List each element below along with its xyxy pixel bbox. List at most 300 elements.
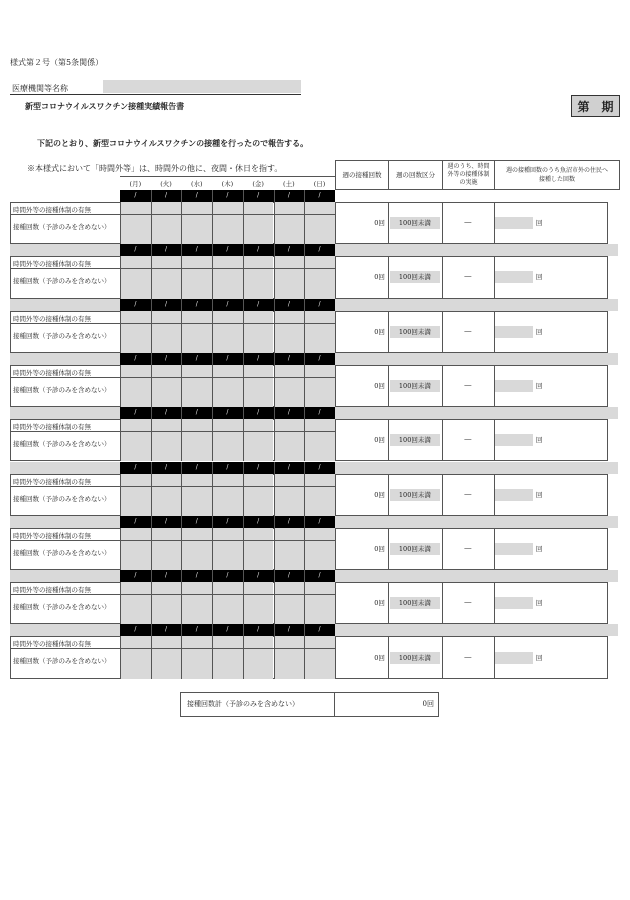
divider [181,624,182,636]
separator-row [10,353,120,365]
right-header [335,160,620,190]
weekly-count: 0回 [374,327,385,336]
week-block [10,190,608,244]
after-hours-cell[interactable] [212,528,243,540]
count-category: 100回未満 [390,434,440,446]
after-hours-cell[interactable] [304,365,335,377]
day-header-5: (土) [283,180,295,188]
date-input[interactable]: / [195,409,198,417]
date-input[interactable]: / [134,354,137,362]
count-cell[interactable] [274,269,305,298]
row-label-vaccination-count: 接種回数（予診のみを含めない） [13,494,111,503]
after-hours-cell[interactable] [120,311,151,323]
outside-residents-unit: 回 [535,273,543,282]
date-input[interactable]: / [318,517,321,525]
after-hours-cell[interactable] [120,636,151,648]
after-hours-cell[interactable] [151,419,182,431]
after-hours-cell[interactable] [274,202,305,214]
count-cell[interactable] [212,378,243,407]
date-input[interactable]: / [257,517,260,525]
after-hours-cell[interactable] [243,419,274,431]
after-hours-cell[interactable] [212,256,243,268]
divider [212,570,213,582]
divider [181,462,182,474]
separator-row [10,516,120,528]
date-input[interactable]: / [134,409,137,417]
count-category: 100回未満 [390,489,440,501]
count-cell[interactable] [181,487,212,516]
after-hours-cell[interactable] [212,419,243,431]
date-input[interactable]: / [318,354,321,362]
after-hours-cell[interactable] [274,474,305,486]
after-hours-cell[interactable] [151,256,182,268]
count-cell[interactable] [304,541,335,570]
date-input[interactable]: / [134,300,137,308]
date-input[interactable]: / [257,409,260,417]
date-input[interactable]: / [318,572,321,580]
after-hours-cell[interactable] [243,636,274,648]
after-hours-cell[interactable] [120,365,151,377]
count-cell[interactable] [212,215,243,244]
divider [151,190,152,202]
count-cell[interactable] [274,649,305,678]
after-hours-cell[interactable] [151,582,182,594]
after-hours-cell[interactable] [120,202,151,214]
divider [151,462,152,474]
count-cell[interactable] [181,215,212,244]
header-outside-residents: 週の接種回数のうち魚沼市外の住民へ接種した回数 [505,167,608,183]
after-hours-cell[interactable] [274,256,305,268]
row-label-vaccination-count: 接種回数（予診のみを含めない） [13,603,111,612]
count-cell[interactable] [304,269,335,298]
date-input[interactable]: / [165,246,168,254]
date-input[interactable]: / [134,626,137,634]
date-input[interactable]: / [134,192,137,199]
count-cell[interactable] [243,324,274,353]
count-cell[interactable] [304,324,335,353]
count-cell[interactable] [120,269,151,298]
date-input[interactable]: / [165,300,168,308]
count-cell[interactable] [151,378,182,407]
after-hours-cell[interactable] [304,582,335,594]
count-cell[interactable] [151,595,182,624]
date-input[interactable]: / [257,354,260,362]
date-input[interactable]: / [287,192,290,199]
weekly-count: 0回 [374,490,385,499]
date-input[interactable]: / [318,626,321,634]
after-hours-cell[interactable] [181,256,212,268]
date-input[interactable]: / [195,463,198,471]
after-hours-status: ― [464,543,472,552]
date-input[interactable]: / [134,572,137,580]
count-cell[interactable] [304,595,335,624]
date-input[interactable]: / [318,192,321,199]
date-input[interactable]: / [287,300,290,308]
divider [274,516,275,528]
after-hours-cell[interactable] [181,636,212,648]
after-hours-cell[interactable] [212,311,243,323]
date-input[interactable]: / [287,409,290,417]
date-bar [120,190,335,202]
row-label-after-hours: 時間外等の接種体制の有無 [13,586,91,595]
count-cell[interactable] [243,595,274,624]
date-input[interactable]: / [287,246,290,254]
after-hours-cell[interactable] [212,582,243,594]
separator-row [335,353,495,365]
date-input[interactable]: / [226,192,229,199]
divider [243,353,244,365]
after-hours-cell[interactable] [243,582,274,594]
count-cell[interactable] [181,595,212,624]
count-cell[interactable] [151,432,182,461]
divider [304,299,305,311]
count-cell[interactable] [243,378,274,407]
day-header-1: (火) [160,180,172,188]
divider [151,407,152,419]
separator-row [10,244,120,256]
after-hours-cell[interactable] [304,202,335,214]
count-cell[interactable] [274,324,305,353]
after-hours-cell[interactable] [151,636,182,648]
week-block [10,570,608,624]
count-cell[interactable] [151,541,182,570]
after-hours-cell[interactable] [304,256,335,268]
week-block [10,353,608,407]
date-bar [120,407,335,419]
count-cell[interactable] [212,269,243,298]
after-hours-cell[interactable] [212,202,243,214]
after-hours-cell[interactable] [304,311,335,323]
after-hours-cell[interactable] [181,365,212,377]
date-input[interactable]: / [226,517,229,525]
count-category: 100回未満 [390,380,440,392]
separator-row [335,244,495,256]
outside-residents-input[interactable] [495,434,533,446]
date-input[interactable]: / [318,300,321,308]
count-cell[interactable] [243,541,274,570]
outside-residents-input[interactable] [495,326,533,338]
separator-row [494,624,618,636]
total-box [180,692,439,717]
date-input[interactable]: / [287,463,290,471]
divider [212,353,213,365]
date-input[interactable]: / [134,517,137,525]
weekly-count: 0回 [374,436,385,445]
after-hours-cell[interactable] [304,636,335,648]
count-cell[interactable] [120,649,151,678]
count-cell[interactable] [181,649,212,678]
count-cell[interactable] [120,432,151,461]
divider [212,407,213,419]
after-hours-cell[interactable] [274,582,305,594]
count-category: 100回未満 [390,217,440,229]
separator-row [494,570,618,582]
count-cell[interactable] [243,432,274,461]
after-hours-status: ― [464,326,472,335]
divider [304,570,305,582]
date-input[interactable]: / [134,463,137,471]
count-cell[interactable] [274,541,305,570]
row-label-after-hours: 時間外等の接種体制の有無 [13,423,91,432]
outside-residents-input[interactable] [495,597,533,609]
date-input[interactable]: / [226,246,229,254]
count-cell[interactable] [151,649,182,678]
count-cell[interactable] [181,378,212,407]
outside-residents-unit: 回 [535,599,543,608]
count-cell[interactable] [120,215,151,244]
date-input[interactable]: / [165,517,168,525]
after-hours-cell[interactable] [274,365,305,377]
date-input[interactable]: / [318,463,321,471]
row-label-vaccination-count: 接種回数（予診のみを含めない） [13,385,111,394]
date-input[interactable]: / [226,463,229,471]
outside-residents-unit: 回 [535,327,543,336]
date-input[interactable]: / [226,626,229,634]
date-input[interactable]: / [257,246,260,254]
after-hours-cell[interactable] [274,311,305,323]
week-block [10,462,608,516]
separator-row [335,624,495,636]
after-hours-cell[interactable] [304,419,335,431]
date-input[interactable]: / [318,246,321,254]
count-cell[interactable] [304,378,335,407]
count-cell[interactable] [181,541,212,570]
divider [212,462,213,474]
divider [274,462,275,474]
date-bar [120,299,335,311]
separator-row [335,570,495,582]
divider [181,570,182,582]
weekly-count: 0回 [374,544,385,553]
count-cell[interactable] [243,269,274,298]
date-input[interactable]: / [287,354,290,362]
date-input[interactable]: / [226,409,229,417]
count-cell[interactable] [212,541,243,570]
divider [243,244,244,256]
count-cell[interactable] [151,269,182,298]
outside-residents-input[interactable] [495,543,533,555]
outside-residents-input[interactable] [495,489,533,501]
divider [151,353,152,365]
after-hours-cell[interactable] [120,528,151,540]
divider [212,244,213,256]
count-cell[interactable] [274,215,305,244]
count-cell[interactable] [274,595,305,624]
outside-residents-input[interactable] [495,652,533,664]
separator-row [335,516,495,528]
after-hours-cell[interactable] [212,474,243,486]
after-hours-cell[interactable] [181,311,212,323]
date-input[interactable]: / [195,354,198,362]
date-input[interactable]: / [287,517,290,525]
date-input[interactable]: / [226,354,229,362]
after-hours-cell[interactable] [181,202,212,214]
outside-residents-input[interactable] [495,217,533,229]
header-after-hours: 週のうち、時間外等の接種体制の実施 [443,161,495,189]
row-label-vaccination-count: 接種回数（予診のみを含めない） [13,277,111,286]
date-input[interactable]: / [287,572,290,580]
separator-row [494,353,618,365]
after-hours-cell[interactable] [243,474,274,486]
row-label-vaccination-count: 接種回数（予診のみを含めない） [13,223,111,231]
count-cell[interactable] [120,324,151,353]
divider [151,299,152,311]
after-hours-cell[interactable] [151,365,182,377]
after-hours-cell[interactable] [151,202,182,214]
after-hours-status: ― [464,598,472,607]
outside-residents-input[interactable] [495,271,533,283]
after-hours-status: ― [464,435,472,444]
week-block [10,244,608,298]
date-input[interactable]: / [318,409,321,417]
date-input[interactable]: / [195,192,198,199]
date-input[interactable]: / [226,300,229,308]
divider [243,407,244,419]
divider [151,624,152,636]
divider [212,624,213,636]
date-input[interactable]: / [165,572,168,580]
after-hours-cell[interactable] [243,311,274,323]
week-block [10,624,608,678]
divider [243,299,244,311]
count-cell[interactable] [120,541,151,570]
row-label-vaccination-count: 接種回数（予診のみを含めない） [13,548,111,557]
count-cell[interactable] [243,649,274,678]
weekly-count: 0回 [374,273,385,282]
outside-residents-input[interactable] [495,380,533,392]
count-cell[interactable] [212,487,243,516]
after-hours-cell[interactable] [243,365,274,377]
after-hours-cell[interactable] [274,528,305,540]
after-hours-cell[interactable] [181,474,212,486]
count-cell[interactable] [274,378,305,407]
count-cell[interactable] [181,432,212,461]
count-cell[interactable] [120,378,151,407]
count-category: 100回未満 [390,652,440,664]
after-hours-cell[interactable] [181,582,212,594]
divider [212,516,213,528]
separator-row [335,299,495,311]
date-bar [120,516,335,528]
date-input[interactable]: / [195,246,198,254]
after-hours-cell[interactable] [274,636,305,648]
count-cell[interactable] [151,215,182,244]
after-hours-cell[interactable] [181,419,212,431]
count-cell[interactable] [274,487,305,516]
separator-row [10,570,120,582]
count-cell[interactable] [212,649,243,678]
date-input[interactable]: / [195,300,198,308]
count-cell[interactable] [243,215,274,244]
divider [151,570,152,582]
date-input[interactable]: / [165,409,168,417]
date-input[interactable]: / [287,626,290,634]
after-hours-cell[interactable] [212,365,243,377]
date-input[interactable]: / [195,517,198,525]
date-input[interactable]: / [165,192,168,199]
date-input[interactable]: / [134,246,137,254]
after-hours-cell[interactable] [243,202,274,214]
count-cell[interactable] [243,487,274,516]
date-input[interactable]: / [195,626,198,634]
divider [274,570,275,582]
date-input[interactable]: / [257,572,260,580]
date-input[interactable]: / [257,300,260,308]
after-hours-cell[interactable] [151,474,182,486]
weekly-count: 0回 [374,219,385,228]
count-cell[interactable] [151,324,182,353]
divider [304,353,305,365]
count-cell[interactable] [304,432,335,461]
count-cell[interactable] [212,595,243,624]
date-input[interactable]: / [257,626,260,634]
date-input[interactable]: / [195,572,198,580]
after-hours-cell[interactable] [304,528,335,540]
count-cell[interactable] [212,324,243,353]
count-cell[interactable] [151,487,182,516]
date-input[interactable]: / [165,463,168,471]
day-header-4: (金) [252,180,264,188]
period-box[interactable]: 第 期 [571,95,620,117]
after-hours-cell[interactable] [120,582,151,594]
after-hours-status: ― [464,381,472,390]
after-hours-cell[interactable] [120,256,151,268]
after-hours-cell[interactable] [120,474,151,486]
form-number: 様式第２号（第5条関係） [10,58,104,67]
after-hours-cell[interactable] [243,528,274,540]
divider [181,299,182,311]
after-hours-cell[interactable] [304,474,335,486]
date-input[interactable]: / [165,354,168,362]
after-hours-cell[interactable] [274,419,305,431]
count-cell[interactable] [304,649,335,678]
divider [304,244,305,256]
after-hours-cell[interactable] [151,311,182,323]
day-header-2: (水) [190,180,203,188]
day-header-6: (日) [313,180,326,188]
date-input[interactable]: / [165,626,168,634]
day-header-3: (木) [221,180,234,188]
count-cell[interactable] [181,324,212,353]
after-hours-cell[interactable] [243,256,274,268]
after-hours-cell[interactable] [181,528,212,540]
weekly-count: 0回 [374,653,385,662]
count-cell[interactable] [274,432,305,461]
row-label-vaccination-count: 接種回数（予診のみを含めない） [13,657,111,666]
count-cell[interactable] [212,432,243,461]
weekly-count: 0回 [374,599,385,608]
date-input[interactable]: / [257,192,260,199]
count-cell[interactable] [120,487,151,516]
count-cell[interactable] [181,269,212,298]
after-hours-cell[interactable] [212,636,243,648]
count-cell[interactable] [304,487,335,516]
count-cell[interactable] [304,215,335,244]
after-hours-status: ― [464,652,472,661]
institution-input[interactable] [103,80,301,93]
date-input[interactable]: / [257,463,260,471]
divider [151,516,152,528]
date-input[interactable]: / [226,572,229,580]
date-bar [120,570,335,582]
outside-residents-unit: 回 [535,653,543,662]
date-bar [120,462,335,474]
after-hours-cell[interactable] [120,419,151,431]
after-hours-cell[interactable] [151,528,182,540]
row-label-vaccination-count: 接種回数（予診のみを含めない） [13,331,111,340]
count-cell[interactable] [120,595,151,624]
separator-row [494,462,618,474]
